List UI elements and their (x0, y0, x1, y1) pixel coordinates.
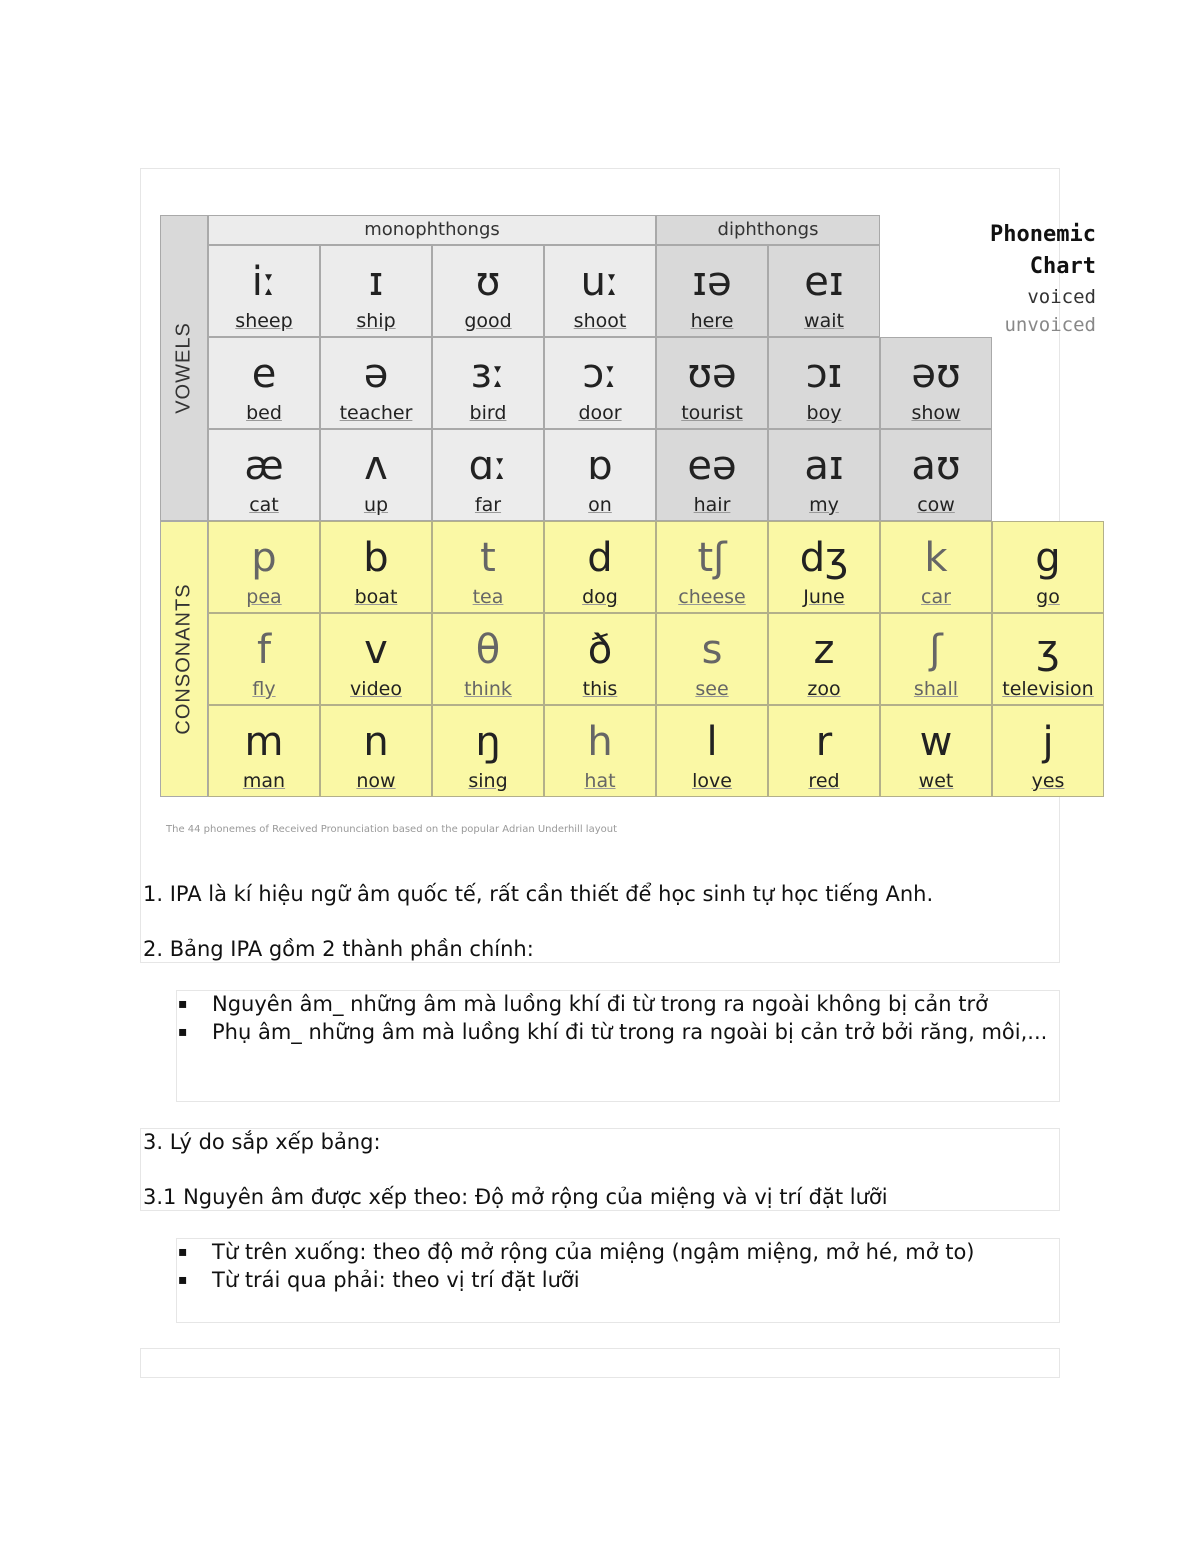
example-word: shall (913, 678, 959, 700)
example-word: teacher (339, 402, 413, 424)
example-word: sing (468, 770, 508, 792)
phoneme-cell (992, 521, 1104, 613)
phoneme-symbol: ŋ (475, 719, 501, 765)
phoneme-symbol: ʒ (1036, 627, 1060, 673)
phoneme-symbol: h (587, 719, 613, 765)
example-word: sheep (235, 310, 293, 332)
phoneme-symbol: dʒ (799, 535, 849, 581)
example-word: think (464, 678, 512, 700)
phoneme-symbol: ɪ (368, 259, 384, 305)
vowels-side-label: VOWELS (160, 215, 208, 521)
example-word: cheese (678, 586, 746, 608)
phoneme-symbol: ɜː (470, 351, 506, 397)
phoneme-symbol: m (244, 719, 284, 765)
example-word: pea (246, 586, 282, 608)
phoneme-symbol: ʌ (364, 443, 388, 489)
phoneme-cell (544, 337, 656, 429)
phoneme-cell (432, 429, 544, 521)
example-word: red (808, 770, 840, 792)
phoneme-symbol: ɔː (582, 351, 618, 397)
phoneme-symbol: ʊə (687, 351, 737, 397)
phoneme-cell (208, 613, 320, 705)
empty-frame (140, 1348, 1060, 1378)
phoneme-cell (320, 613, 432, 705)
paragraph-2: 2. Bảng IPA gồm 2 thành phần chính: (143, 937, 534, 961)
phoneme-symbol: f (256, 627, 272, 673)
phoneme-cell (768, 613, 880, 705)
phoneme-symbol: b (363, 535, 389, 581)
phoneme-cell (544, 521, 656, 613)
phoneme-symbol: ð (587, 627, 613, 673)
phoneme-cell (880, 337, 992, 429)
phoneme-symbol: z (813, 627, 835, 673)
example-word: hair (693, 494, 731, 516)
phoneme-symbol: əʊ (911, 351, 961, 397)
phoneme-cell (208, 245, 320, 337)
phoneme-cell (320, 429, 432, 521)
phoneme-cell (880, 429, 992, 521)
phoneme-cell (880, 705, 992, 797)
phoneme-cell (544, 245, 656, 337)
example-word: fly (252, 678, 276, 700)
list-item: ▪ Nguyên âm_ những âm mà luồng khí đi từ trong ra ngoài không bị cản trở (178, 992, 988, 1016)
example-word: on (588, 494, 612, 516)
phoneme-symbol: iː (251, 259, 277, 305)
phoneme-cell (432, 705, 544, 797)
chart-legend (896, 219, 1096, 339)
example-word: bird (469, 402, 507, 424)
phoneme-cell (208, 705, 320, 797)
example-word: television (1002, 678, 1094, 700)
example-word: cow (917, 494, 955, 516)
phoneme-cell (544, 613, 656, 705)
phoneme-symbol: r (815, 719, 833, 765)
phoneme-cell (656, 705, 768, 797)
legend-unvoiced: unvoiced (1004, 314, 1096, 336)
example-word: tea (472, 586, 504, 608)
phoneme-cell (656, 613, 768, 705)
phoneme-symbol: p (251, 535, 277, 581)
legend-title-chart: Chart (1029, 254, 1096, 279)
phoneme-symbol: j (1042, 719, 1054, 765)
phoneme-cell (208, 337, 320, 429)
phoneme-symbol: w (919, 719, 953, 765)
monophthongs-header: monophthongs (208, 215, 656, 245)
bullet-icon: ▪ (178, 1244, 188, 1260)
phoneme-symbol: ə (363, 351, 389, 397)
phoneme-symbol: g (1035, 535, 1061, 581)
phoneme-symbol: ʃ (929, 627, 943, 673)
phoneme-symbol: ɒ (587, 443, 613, 489)
phoneme-cell (432, 245, 544, 337)
phoneme-cell (992, 613, 1104, 705)
phoneme-symbol: v (364, 627, 388, 673)
phoneme-cell (208, 429, 320, 521)
phoneme-symbol: t (480, 535, 496, 581)
phoneme-cell (880, 613, 992, 705)
bullet-list-2 (176, 1238, 1056, 1294)
phoneme-symbol: d (587, 535, 613, 581)
list-item: ▪ Phụ âm_ những âm mà luồng khí đi từ trong ra ngoài bị cản trở bởi răng, môi,... (178, 1020, 1048, 1044)
example-word: love (692, 770, 732, 792)
phoneme-cell (432, 613, 544, 705)
phoneme-cell (544, 429, 656, 521)
phoneme-symbol: n (363, 719, 389, 765)
phoneme-symbol: θ (475, 627, 501, 673)
phoneme-cell (320, 521, 432, 613)
example-word: ship (356, 310, 396, 332)
example-word: show (911, 402, 961, 424)
example-word: boat (354, 586, 398, 608)
phoneme-symbol: s (701, 627, 723, 673)
phoneme-cell (656, 521, 768, 613)
phoneme-cell (768, 521, 880, 613)
phoneme-symbol: k (924, 535, 948, 581)
phoneme-cell (768, 245, 880, 337)
example-word: hat (584, 770, 616, 792)
phoneme-cell (320, 337, 432, 429)
phoneme-cell (208, 521, 320, 613)
example-word: car (921, 586, 951, 608)
example-word: boy (806, 402, 842, 424)
phoneme-cell (432, 521, 544, 613)
example-word: door (578, 402, 622, 424)
phoneme-cell (432, 337, 544, 429)
phoneme-symbol: aɪ (804, 443, 844, 489)
example-word: wait (804, 310, 844, 332)
phoneme-cell (320, 705, 432, 797)
phoneme-symbol: eə (687, 443, 737, 489)
phoneme-symbol: l (706, 719, 718, 765)
phoneme-symbol: æ (244, 443, 284, 489)
bullet-icon: ▪ (178, 1024, 188, 1040)
example-word: see (695, 678, 729, 700)
example-word: video (350, 678, 402, 700)
phoneme-cell (992, 705, 1104, 797)
phoneme-cell (656, 245, 768, 337)
phoneme-symbol: ʊ (475, 259, 501, 305)
phoneme-cell (544, 705, 656, 797)
phoneme-symbol: eɪ (804, 259, 844, 305)
phoneme-cell (768, 337, 880, 429)
example-word: go (1036, 586, 1060, 608)
phoneme-cell (320, 245, 432, 337)
phoneme-cell (880, 521, 992, 613)
consonants-side-label: CONSONANTS (160, 521, 208, 797)
example-word: June (803, 586, 845, 608)
example-word: up (363, 494, 389, 516)
phoneme-cell (768, 429, 880, 521)
example-word: wet (918, 770, 954, 792)
paragraph-3: 3. Lý do sắp xếp bảng: (143, 1130, 381, 1154)
bullet-list-1 (176, 990, 1056, 1046)
phoneme-symbol: e (251, 351, 277, 397)
example-word: far (474, 494, 502, 516)
example-word: my (809, 494, 839, 516)
example-word: this (582, 678, 618, 700)
phoneme-symbol: ɪə (692, 259, 732, 305)
list-item: ▪ Từ trên xuống: theo độ mở rộng của miệng (ngậm miệng, mở hé, mở to) (178, 1240, 975, 1264)
bullet-icon: ▪ (178, 1272, 188, 1288)
bullet-icon: ▪ (178, 996, 188, 1012)
chart-caption: The 44 phonemes of Received Pronunciation based on the popular Adrian Underhill layout (166, 824, 617, 835)
phoneme-cell (656, 429, 768, 521)
example-word: cat (249, 494, 279, 516)
example-word: zoo (807, 678, 841, 700)
phoneme-cell (768, 705, 880, 797)
example-word: here (690, 310, 734, 332)
example-word: dog (582, 586, 618, 608)
phoneme-symbol: ɔɪ (805, 351, 843, 397)
list-item: ▪ Từ trái qua phải: theo vị trí đặt lưỡi (178, 1268, 580, 1292)
example-word: good (464, 310, 512, 332)
paragraph-1: 1. IPA là kí hiệu ngữ âm quốc tế, rất cần thiết để học sinh tự học tiếng Anh. (143, 882, 934, 906)
example-word: bed (246, 402, 282, 424)
phoneme-symbol: uː (580, 259, 620, 305)
phoneme-cell (656, 337, 768, 429)
example-word: man (242, 770, 286, 792)
example-word: shoot (573, 310, 627, 332)
legend-title-phonemic: Phonemic (990, 222, 1096, 247)
paragraph-4: 3.1 Nguyên âm được xếp theo: Độ mở rộng của miệng và vị trí đặt lưỡi (143, 1185, 888, 1209)
phoneme-symbol: ɑː (468, 443, 508, 489)
legend-voiced: voiced (1027, 286, 1096, 308)
phoneme-symbol: aʊ (911, 443, 961, 489)
example-word: now (356, 770, 396, 792)
diphthongs-header: diphthongs (656, 215, 880, 245)
example-word: yes (1031, 770, 1065, 792)
example-word: tourist (681, 402, 743, 424)
phoneme-symbol: tʃ (697, 535, 727, 581)
